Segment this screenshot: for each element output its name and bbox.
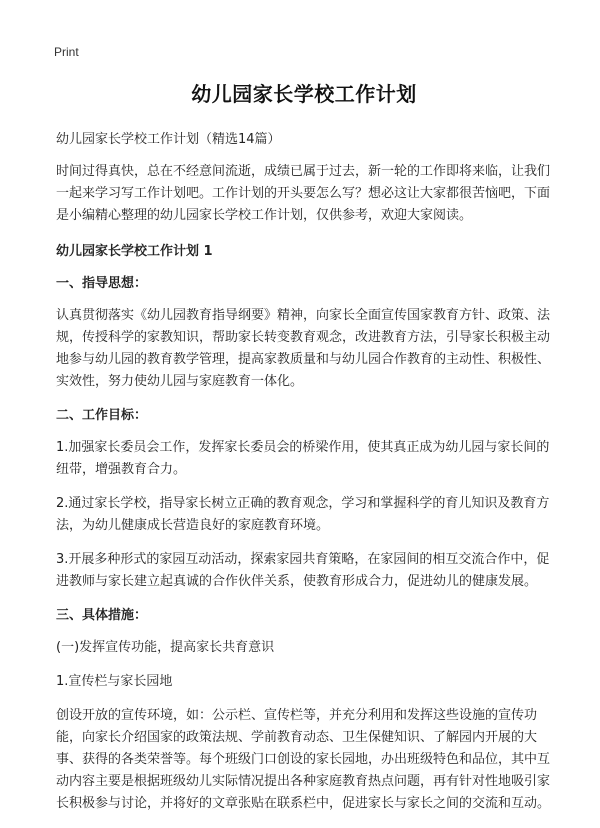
- measure-subheading: 1.宣传栏与家长园地: [56, 674, 173, 689]
- goal-item: 3.开展多种形式的家园互动活动，探索家园共育策略，在家园间的相互交流合作中，促进教师与家长建立起真诚的合作伙伴关系，使教育形成合力，促进幼儿的健康发展。: [56, 552, 550, 589]
- print-link[interactable]: Print: [54, 45, 79, 59]
- document-body: [56, 78, 552, 827]
- section-title: 幼儿园家长学校工作计划 1: [56, 244, 213, 259]
- document-title: 幼儿园家长学校工作计划: [191, 82, 417, 106]
- measure-paragraph: 创设开放的宣传环境，如：公示栏、宣传栏等，并充分利用和发挥这些设施的宣传功能，向家长介绍国家的政策法规、学前教育动态、卫生保健知识、了解园内开展的大事、获得的各类荣誉等。每个班级门口创设的家长园地，办出班级特色和品位，其中互动内容主要是根据班级幼儿实际情况提出各种家庭教育热点问题，再有针对性地吸引家长积极参与讨论，并将好的文章张贴在联系栏中，促进家长与家长之间的交流和互动。: [56, 708, 551, 811]
- heading-specific-measures: 三、具体措施：: [56, 608, 148, 623]
- guiding-ideology-paragraph: 认真贯彻落实《幼儿园教育指导纲要》精神，向家长全面宣传国家教育方针、政策、法规，传授科学的家教知识，帮助家长转变教育观念，改进教育方法，引导家长积极主动地参与幼儿园的教育教学管理，提高家教质量和与幼儿园合作教育的主动性、积极性、实效性，努力使幼儿园与家庭教育一体化。: [56, 308, 551, 389]
- heading-work-goals: 二、工作目标：: [56, 408, 148, 423]
- heading-guiding-ideology: 一、指导思想：: [56, 276, 148, 291]
- goal-item: 2.通过家长学校，指导家长树立正确的教育观念，学习和掌握科学的育儿知识及教育方法，为幼儿健康成长营造良好的家庭教育环境。: [56, 496, 550, 533]
- intro-paragraph: 时间过得真快，总在不经意间流逝，成绩已属于过去，新一轮的工作即将来临，让我们一起来学习写工作计划吧。工作计划的开头要怎么写？想必这让大家都很苦恼吧，下面是小编精心整理的幼儿园家长学校工作计划，仅供参考，欢迎大家阅读。: [56, 164, 551, 223]
- measure-heading: (一)发挥宣传功能，提高家长共育意识: [56, 640, 275, 655]
- document-subtitle: 幼儿园家长学校工作计划（精选14篇）: [56, 132, 281, 147]
- goal-item: 1.加强家长委员会工作，发挥家长委员会的桥梁作用，使其真正成为幼儿园与家长间的纽带，增强教育合力。: [56, 440, 550, 477]
